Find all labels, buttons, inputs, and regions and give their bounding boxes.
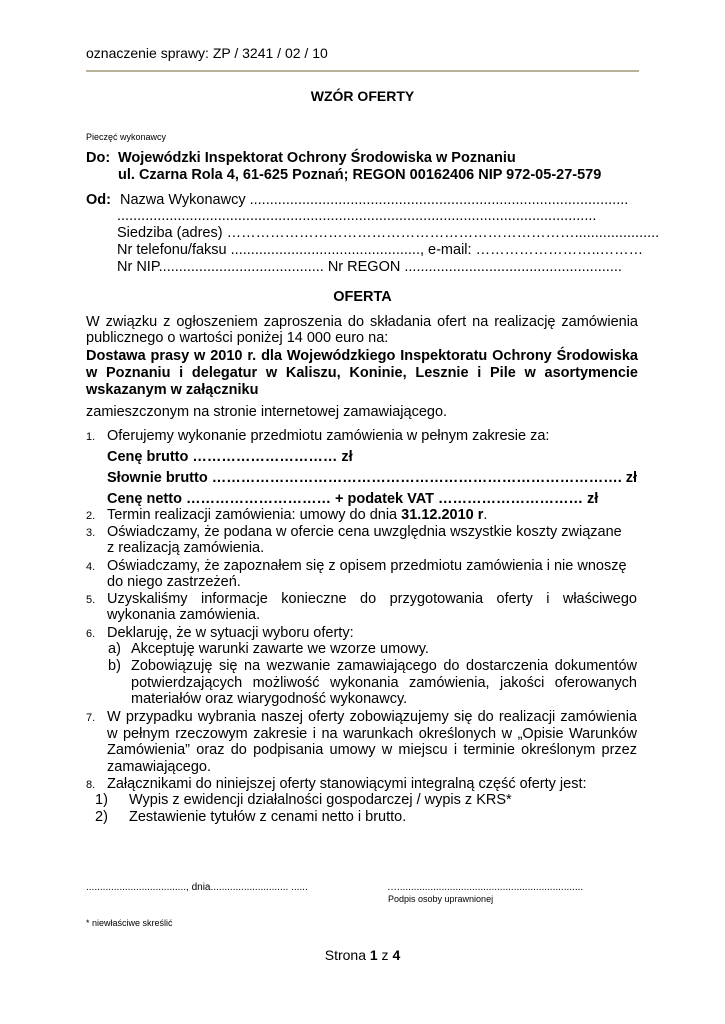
item-6a-text: Akceptuję warunki zawarte we wzorze umowy.: [131, 641, 429, 657]
recipient-address: ul. Czarna Rola 4, 61-625 Poznań; REGON 00162406 NIP 972-05-27-579: [118, 167, 602, 183]
item-number: 3.: [86, 527, 96, 539]
recipient-name: Wojewódzki Inspektorat Ochrony Środowiska w Poznaniu: [118, 150, 516, 166]
item-number: 1.: [86, 431, 96, 443]
item-3-line-2: z realizacją zamówienia.: [107, 540, 265, 556]
item-2-text-c: .: [483, 507, 488, 523]
subject-line-1: Dostawa prasy w 2010 r. dla Wojewódzkiego Inspektoratu Ochrony Środowiska: [86, 348, 638, 364]
from-label: Od:: [86, 192, 111, 208]
item-7-line-4: zamawiającego.: [107, 759, 211, 775]
signature-line: …...................................................................: [387, 882, 584, 893]
item-2-deadline: 31.12.2010 r: [401, 507, 484, 523]
header-rule: [86, 70, 639, 72]
item-1-text: Oferujemy wykonanie przedmiotu zamówienia w pełnym zakresie za:: [107, 428, 550, 444]
item-6b-line-3: materiałów oraz wiarygodność wykonawcy.: [131, 691, 408, 707]
offer-heading: OFERTA: [333, 289, 392, 305]
item-7-line-2: w pełnym rzeczowym zakresie i na warunkach określonych w „Opisie Warunków: [107, 726, 637, 742]
case-reference: oznaczenie sprawy: ZP / 3241 / 02 / 10: [86, 45, 328, 61]
item-6b-line-1: Zobowiązuję się na wezwanie zamawiającego do dostarczenia dokumentów: [131, 658, 637, 674]
page-number: [0, 947, 725, 963]
item-2-text-a: Termin realizacji zamówienia: umowy do dnia: [107, 507, 402, 523]
item-number: 6.: [86, 628, 96, 640]
page-total: 4: [392, 947, 401, 963]
item-4-line-1: Oświadczamy, że zapoznałem się z opisem przedmiotu zamówienia i nie wnoszę: [107, 558, 627, 574]
stamp-label: Pieczęć wykonawcy: [86, 132, 167, 142]
item-number: 5.: [86, 594, 96, 606]
item-number: 8.: [86, 779, 96, 791]
footnote: * niewłaściwe skreślić: [86, 918, 173, 928]
item-6b-label: b): [108, 658, 121, 674]
to-label: Do:: [86, 150, 111, 166]
attachment-1-text: Wypis z ewidencji działalności gospodarczej / wypis z KRS*: [129, 792, 512, 808]
item-2-text: [107, 507, 487, 523]
item-6-text: Deklaruję, że w sytuacji wyboru oferty:: [107, 625, 354, 641]
item-3-line-1: Oświadczamy, że podana w ofercie cena uwzględnia wszystkie koszty związane: [107, 524, 622, 540]
gross-price-field: Cenę brutto ………………………… zł: [107, 449, 353, 465]
page-current: 1: [369, 947, 378, 963]
contractor-name-field: Nazwa Wykonawcy ..............................................................................................: [120, 192, 629, 208]
item-8-text: Załącznikami do niniejszej oferty stanowiącymi integralną część oferty jest:: [107, 776, 587, 792]
item-5-line-1: Uzyskaliśmy informacje konieczne do przygotowania oferty i właściwego: [107, 591, 637, 607]
contractor-blank-field: .......................................................................................................................: [117, 208, 597, 224]
item-number: 2.: [86, 510, 96, 522]
document-title: WZÓR OFERTY: [310, 88, 415, 104]
item-number: 7.: [86, 712, 96, 724]
item-4-line-2: do niego zastrzeżeń.: [107, 574, 241, 590]
attachment-2-text: Zestawienie tytułów z cenami netto i brutto.: [129, 809, 407, 825]
intro-line-1: W związku z ogłoszeniem zaproszenia do składania ofert na realizację zamówienia: [86, 314, 638, 330]
contractor-phone-field: Nr telefonu/faksu ..............................................., e-mail: ……………………..………: [117, 242, 644, 258]
place-date-field: ...................................., dnia............................ ......: [86, 882, 308, 893]
attachment-2-label: 2): [95, 809, 108, 825]
contractor-address-field: Siedziba (adres) ……………………………………………………………….....................: [117, 225, 660, 241]
page-mid: z: [377, 947, 393, 963]
item-number: 4.: [86, 561, 96, 573]
intro-line-3: zamieszczonym na stronie internetowej zamawiającego.: [86, 404, 448, 420]
item-6a-label: a): [108, 641, 121, 657]
signature-caption: Podpis osoby uprawnionej: [388, 894, 494, 904]
intro-line-2: publicznego o wartości poniżej 14 000 euro na:: [86, 330, 389, 346]
item-6b-line-2: potwierdzających możliwość wykonania zamówienia, jakości oferowanych: [131, 675, 637, 691]
subject-line-2: w Poznaniu i delegatur w Kaliszu, Koninie, Lesznie i Pile w asortymencie: [86, 365, 638, 381]
item-7-line-3: Zamówienia” oraz do podpisania umowy w miejscu i terminie określonym przez: [107, 742, 637, 758]
item-7-line-1: W przypadku wybrania naszej oferty zobowiązujemy się do realizacji zamówienia: [107, 709, 637, 725]
item-5-line-2: wykonania zamówienia.: [107, 607, 261, 623]
page-prefix: Strona: [324, 947, 370, 963]
net-price-field: Cenę netto ………………………… + podatek VAT ………………………… zł: [107, 491, 599, 507]
gross-price-words-field: Słownie brutto …………………………………………………………………………. zł: [107, 470, 638, 486]
subject-line-3: wskazanym w załączniku: [86, 382, 259, 398]
attachment-1-label: 1): [95, 792, 108, 808]
contractor-nip-field: Nr NIP......................................... Nr REGON ......................................................: [117, 259, 622, 275]
